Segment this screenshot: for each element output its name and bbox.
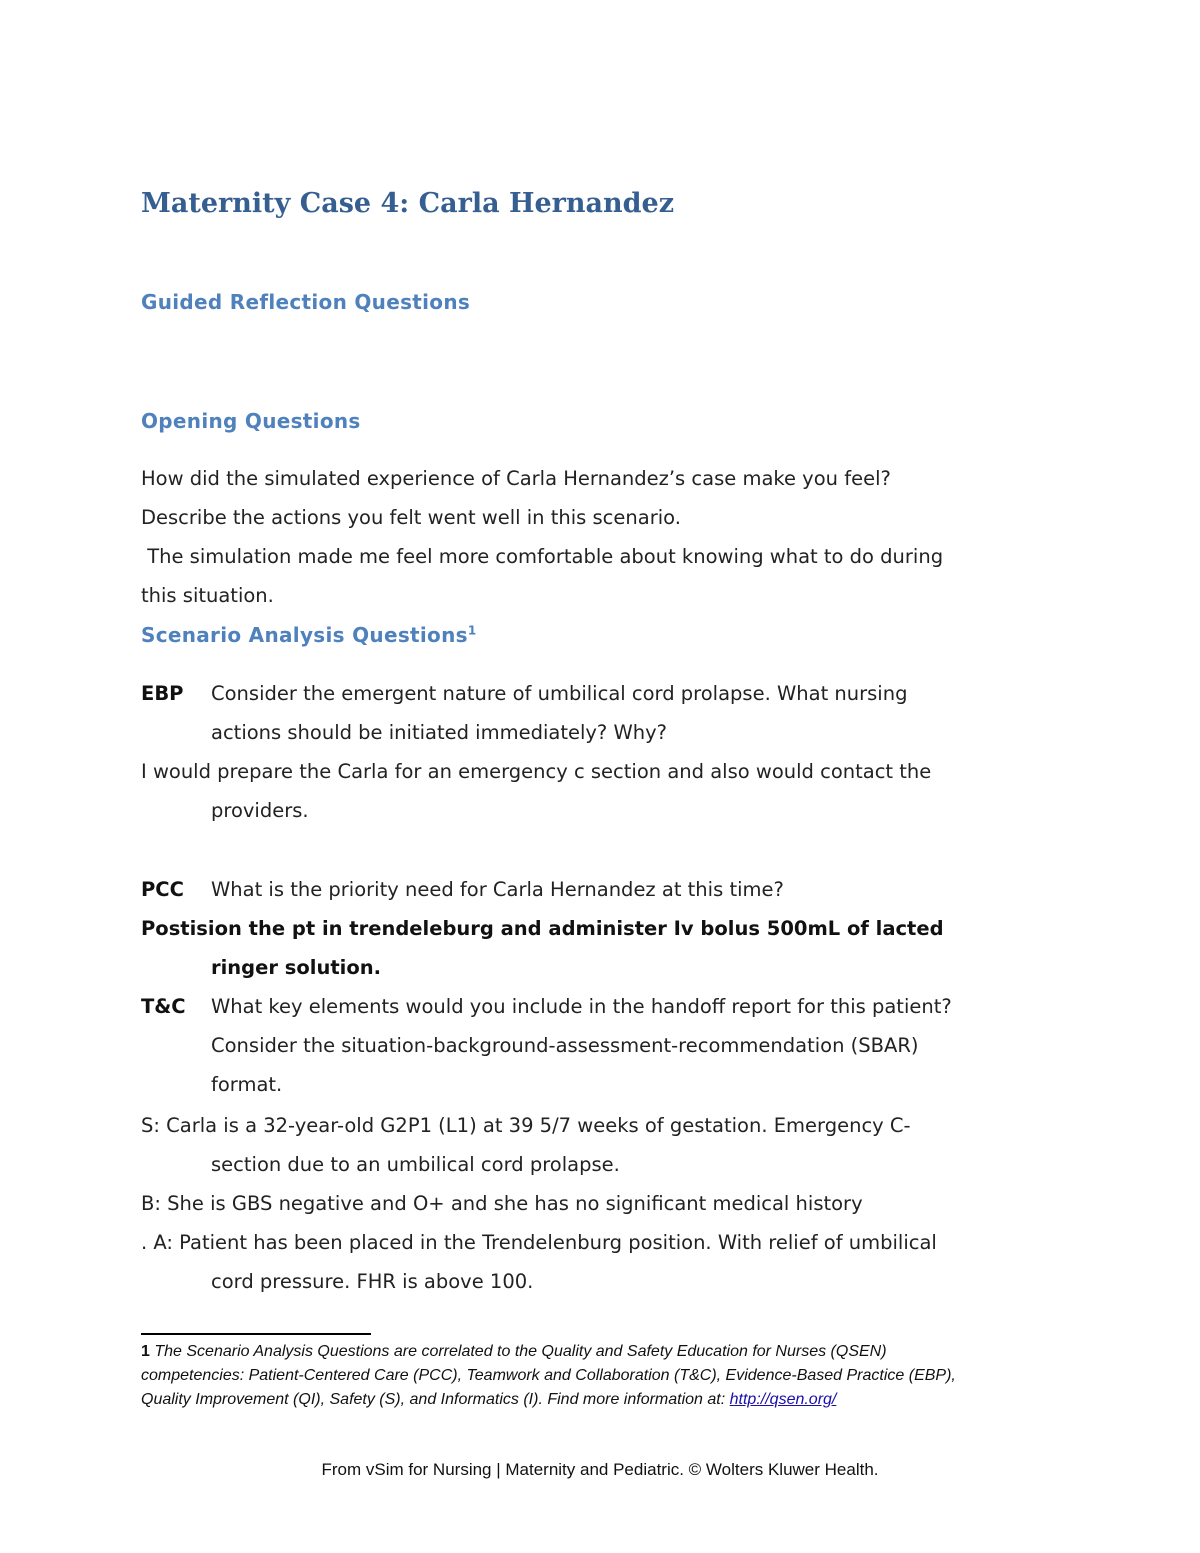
- ebp-tag: EBP: [141, 682, 184, 705]
- pcc-answer-line-2: ringer solution.: [211, 956, 382, 979]
- qsen-link[interactable]: http://qsen.org/: [729, 1391, 837, 1408]
- opening-question-1: How did the simulated experience of Carla Hernandez’s case make you feel?: [141, 467, 891, 490]
- footnote-text-3: Quality Improvement (QI), Safety (S), and Informatics (I). Find more information at:: [141, 1391, 730, 1408]
- tc-question-line-2: Consider the situation-background-assessment-recommendation (SBAR): [211, 1034, 919, 1057]
- page-footer: From vSim for Nursing | Maternity and Pediatric. © Wolters Kluwer Health.: [321, 1460, 879, 1479]
- subtitle: Guided Reflection Questions: [141, 290, 471, 314]
- pcc-tag: PCC: [141, 878, 184, 901]
- pcc-answer-line-1: Postision the pt in trendeleburg and administer Iv bolus 500mL of lacted: [141, 917, 944, 940]
- opening-answer-line-2: this situation.: [141, 584, 274, 607]
- sbar-s-line-2: section due to an umbilical cord prolapse.: [211, 1153, 620, 1176]
- tc-question-line-3: format.: [211, 1073, 283, 1096]
- opening-answer-line-1: The simulation made me feel more comfortable about knowing what to do during: [141, 545, 944, 568]
- ebp-question-line-2: actions should be initiated immediately? Why?: [211, 721, 668, 744]
- scenario-heading-text: Scenario Analysis Questions: [141, 623, 468, 647]
- footnote-line-2: competencies: Patient-Centered Care (PCC), Teamwork and Collaboration (T&C), Evidence-Based Practice (EBP),: [141, 1367, 956, 1384]
- opening-heading: Opening Questions: [141, 409, 361, 433]
- sbar-a-line-2: cord pressure. FHR is above 100.: [211, 1270, 534, 1293]
- scenario-heading: [141, 623, 476, 647]
- ebp-question-line-1: Consider the emergent nature of umbilical cord prolapse. What nursing: [211, 682, 908, 705]
- footnote-number: 1: [141, 1343, 150, 1360]
- tc-question-line-1: What key elements would you include in the handoff report for this patient?: [211, 995, 952, 1018]
- sbar-s-line-1: S: Carla is a 32-year-old G2P1 (L1) at 39 5/7 weeks of gestation. Emergency C-: [141, 1114, 911, 1137]
- footnote-ref: 1: [467, 623, 477, 638]
- ebp-answer-line-1: I would prepare the Carla for an emergency c section and also would contact the: [141, 760, 932, 783]
- footnote-line-3: [141, 1391, 836, 1409]
- page-title: Maternity Case 4: Carla Hernandez: [141, 188, 675, 219]
- tc-tag: T&C: [141, 995, 186, 1018]
- sbar-b-line: B: She is GBS negative and O+ and she has no significant medical history: [141, 1192, 863, 1215]
- pcc-question: What is the priority need for Carla Hernandez at this time?: [211, 878, 784, 901]
- sbar-a-line-1: . A: Patient has been placed in the Trendelenburg position. With relief of umbilical: [141, 1231, 937, 1254]
- footnote-line-1: [141, 1343, 887, 1361]
- opening-question-2: Describe the actions you felt went well in this scenario.: [141, 506, 681, 529]
- footnote-text-1: The Scenario Analysis Questions are correlated to the Quality and Safety Education for Nurses (QSEN): [149, 1343, 887, 1360]
- footnote-divider: [141, 1333, 371, 1335]
- ebp-answer-line-2: providers.: [211, 799, 309, 822]
